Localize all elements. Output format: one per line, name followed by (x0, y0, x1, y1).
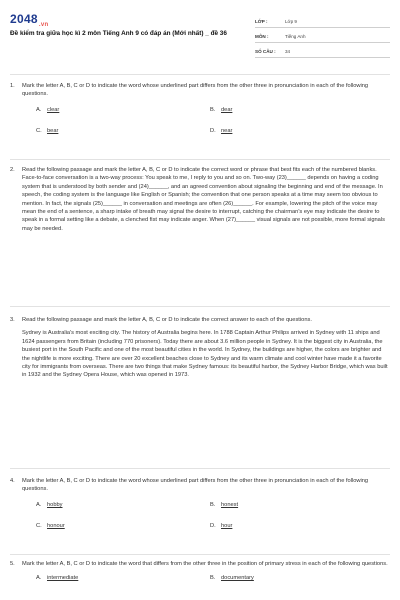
option-word: honour (47, 522, 65, 529)
option-word: hobby (47, 501, 63, 508)
meta-value: Tiếng Anh (285, 34, 306, 39)
divider (10, 74, 390, 75)
option-word: near (221, 127, 233, 134)
option-d[interactable] (210, 522, 232, 530)
option-d[interactable] (210, 127, 232, 135)
question-2 (10, 166, 390, 233)
option-a[interactable] (36, 501, 63, 509)
option-word: dear (221, 106, 233, 113)
option-letter: B. (210, 501, 216, 508)
question-text: Mark the letter A, B, C or D to indicate the word whose underlined part differs from the other three in pronunciation in each of the following questions. (22, 83, 369, 98)
answer-options (22, 106, 390, 136)
logo-suffix-text: .vn (38, 22, 49, 29)
question-text: Mark the letter A, B, C or D to indicate the word that differs from the other three in the position of primary stress in each of the following questions. (22, 561, 388, 567)
page-header (10, 10, 390, 60)
question-5 (10, 560, 390, 600)
meta-value: 34 (285, 49, 291, 54)
option-word: bear (47, 127, 59, 134)
option-c[interactable] (36, 127, 58, 135)
document-title: Đề kiểm tra giữa học kì 2 môn Tiếng Anh 9 có đáp án (Mới nhất) _ đề 36 (10, 30, 227, 37)
question-text: Read the following passage and mark the letter A, B, C or D to indicate the correct answer to each of the questions. (22, 317, 312, 323)
option-b[interactable] (210, 501, 238, 509)
reading-passage: Sydney is Australia's most exciting city. The history of Australia begins here. In 1788 Captain Arthur Philips arrived in Sydney with 11 ships and 1624 passengers from Britain (including 770 prisoners). Today there are about 3.6 million people in Sydney. It is the biggest city in Australia, the busiest port in the South Pacific and one of the most beautiful cities in the world. In Sydney, the buildings are higher, the colors are brighter and the nightlife is more exciting. There are over 20 excellent beaches close to Sydney and its warm climate and cool winter have made it a favorite city for immigrants from overseas. There are two things that make Sydney famous: its beautiful harbor, the Sydney Harbor Bridge, which was built in 1932 and the Sydney Opera House, which was opened in 1973. (22, 330, 388, 379)
meta-label: SỐ CÂU : (255, 49, 276, 54)
option-letter: C. (36, 522, 42, 529)
question-number: 2. (10, 167, 15, 173)
option-word: honest (221, 501, 239, 508)
divider (10, 159, 390, 160)
option-b[interactable] (210, 574, 254, 582)
question-number: 4. (10, 478, 15, 484)
option-word: documentary (221, 575, 254, 582)
question-text: Read the following passage and mark the letter A, B, C or D to indicate the correct word or phrase that best fits each of the numbered blanks. Face-to-face conversation is a two-way process: You speak to me, I reply to you and so on. Two-way (23)______ depends on having a coding system that is understood by both sender and (24)______, and an agreed convention about signaling the beginning and end of the message. In speech, the coding system is the language like English or Spanish; the convention that one person speaks at a time may seem too obvious to mention. In fact, the signals (25)______ in conversation and meetings are often (26)______. For example, lowering the pitch of the voice may mean the end of a sentence, a sharp intake of breath may signal the desire to interrupt, catching the chairman's eye may indicate the desire to speak in a formal setting like a debate, a clenched fist may indicate anger. When (27)______ visual signals are not possible, more formal signals may be needed. (22, 167, 385, 232)
divider (10, 306, 390, 307)
logo-main-text: 2048 (10, 12, 38, 26)
meta-label: MÔN : (255, 34, 269, 39)
option-letter: A. (36, 501, 42, 508)
option-a[interactable] (36, 106, 59, 114)
option-word: intermediate (47, 575, 79, 582)
option-letter: D. (210, 127, 216, 134)
meta-row-count (255, 46, 390, 58)
meta-value: Lớp 9 (285, 19, 297, 24)
option-letter: C. (36, 127, 42, 134)
question-number: 1. (10, 83, 15, 89)
answer-options (22, 501, 390, 531)
site-logo[interactable] (10, 12, 48, 28)
answer-options (22, 574, 390, 600)
question-number: 5. (10, 561, 15, 567)
divider (10, 554, 390, 555)
meta-label: LỚP : (255, 19, 268, 24)
question-text: Mark the letter A, B, C or D to indicate the word whose underlined part differs from the other three in pronunciation in each of the following questions. (22, 478, 369, 493)
option-word: clear (47, 106, 60, 113)
divider (10, 468, 390, 469)
question-1 (10, 82, 390, 136)
document-meta (255, 16, 390, 58)
option-b[interactable] (210, 106, 232, 114)
option-letter: B. (210, 106, 216, 113)
option-letter: A. (36, 575, 42, 582)
question-4 (10, 477, 390, 531)
option-a[interactable] (36, 574, 78, 582)
option-word: hour (221, 522, 233, 529)
question-3 (10, 316, 390, 380)
option-letter: A. (36, 106, 42, 113)
option-letter: B. (210, 575, 216, 582)
meta-row-class (255, 16, 390, 28)
option-c[interactable] (36, 522, 65, 530)
option-letter: D. (210, 522, 216, 529)
meta-row-subject (255, 31, 390, 43)
question-number: 3. (10, 317, 15, 323)
